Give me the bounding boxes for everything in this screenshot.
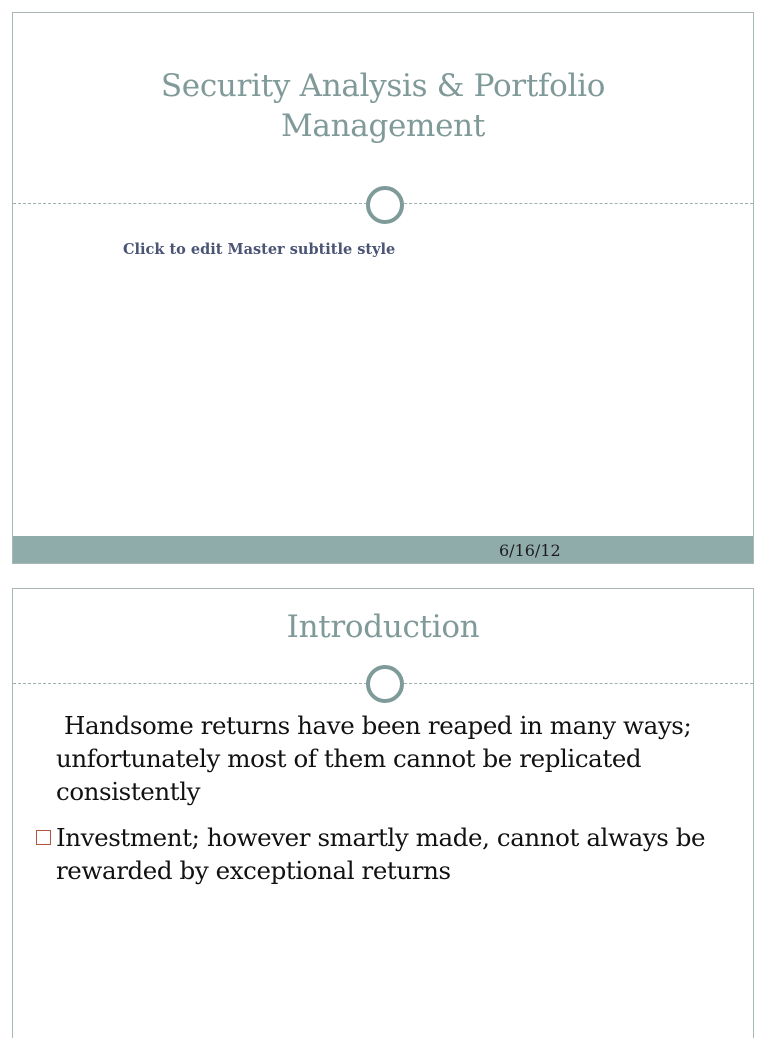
slide-2 <box>12 588 754 1038</box>
circle-ornament-icon <box>366 186 404 224</box>
slide-title: Introduction <box>286 609 480 645</box>
slide-1 <box>12 12 754 564</box>
circle-ornament-icon <box>366 665 404 703</box>
footer-date: 6/16/12 <box>499 541 561 560</box>
subtitle-placeholder: Click to edit Master subtitle style <box>123 241 396 258</box>
title-line-2: Management <box>280 108 486 144</box>
body-paragraph: Handsome returns have been reaped in many ways; unfortunately most of them cannot be replicated consistently <box>56 711 692 806</box>
bullet-item: Investment; however smartly made, cannot always be rewarded by exceptional returns <box>56 823 706 885</box>
title-line-1: Security Analysis & Portfolio <box>160 68 606 104</box>
slide-title <box>13 66 753 146</box>
footer-bar <box>13 536 753 563</box>
square-bullet-icon <box>36 830 51 845</box>
